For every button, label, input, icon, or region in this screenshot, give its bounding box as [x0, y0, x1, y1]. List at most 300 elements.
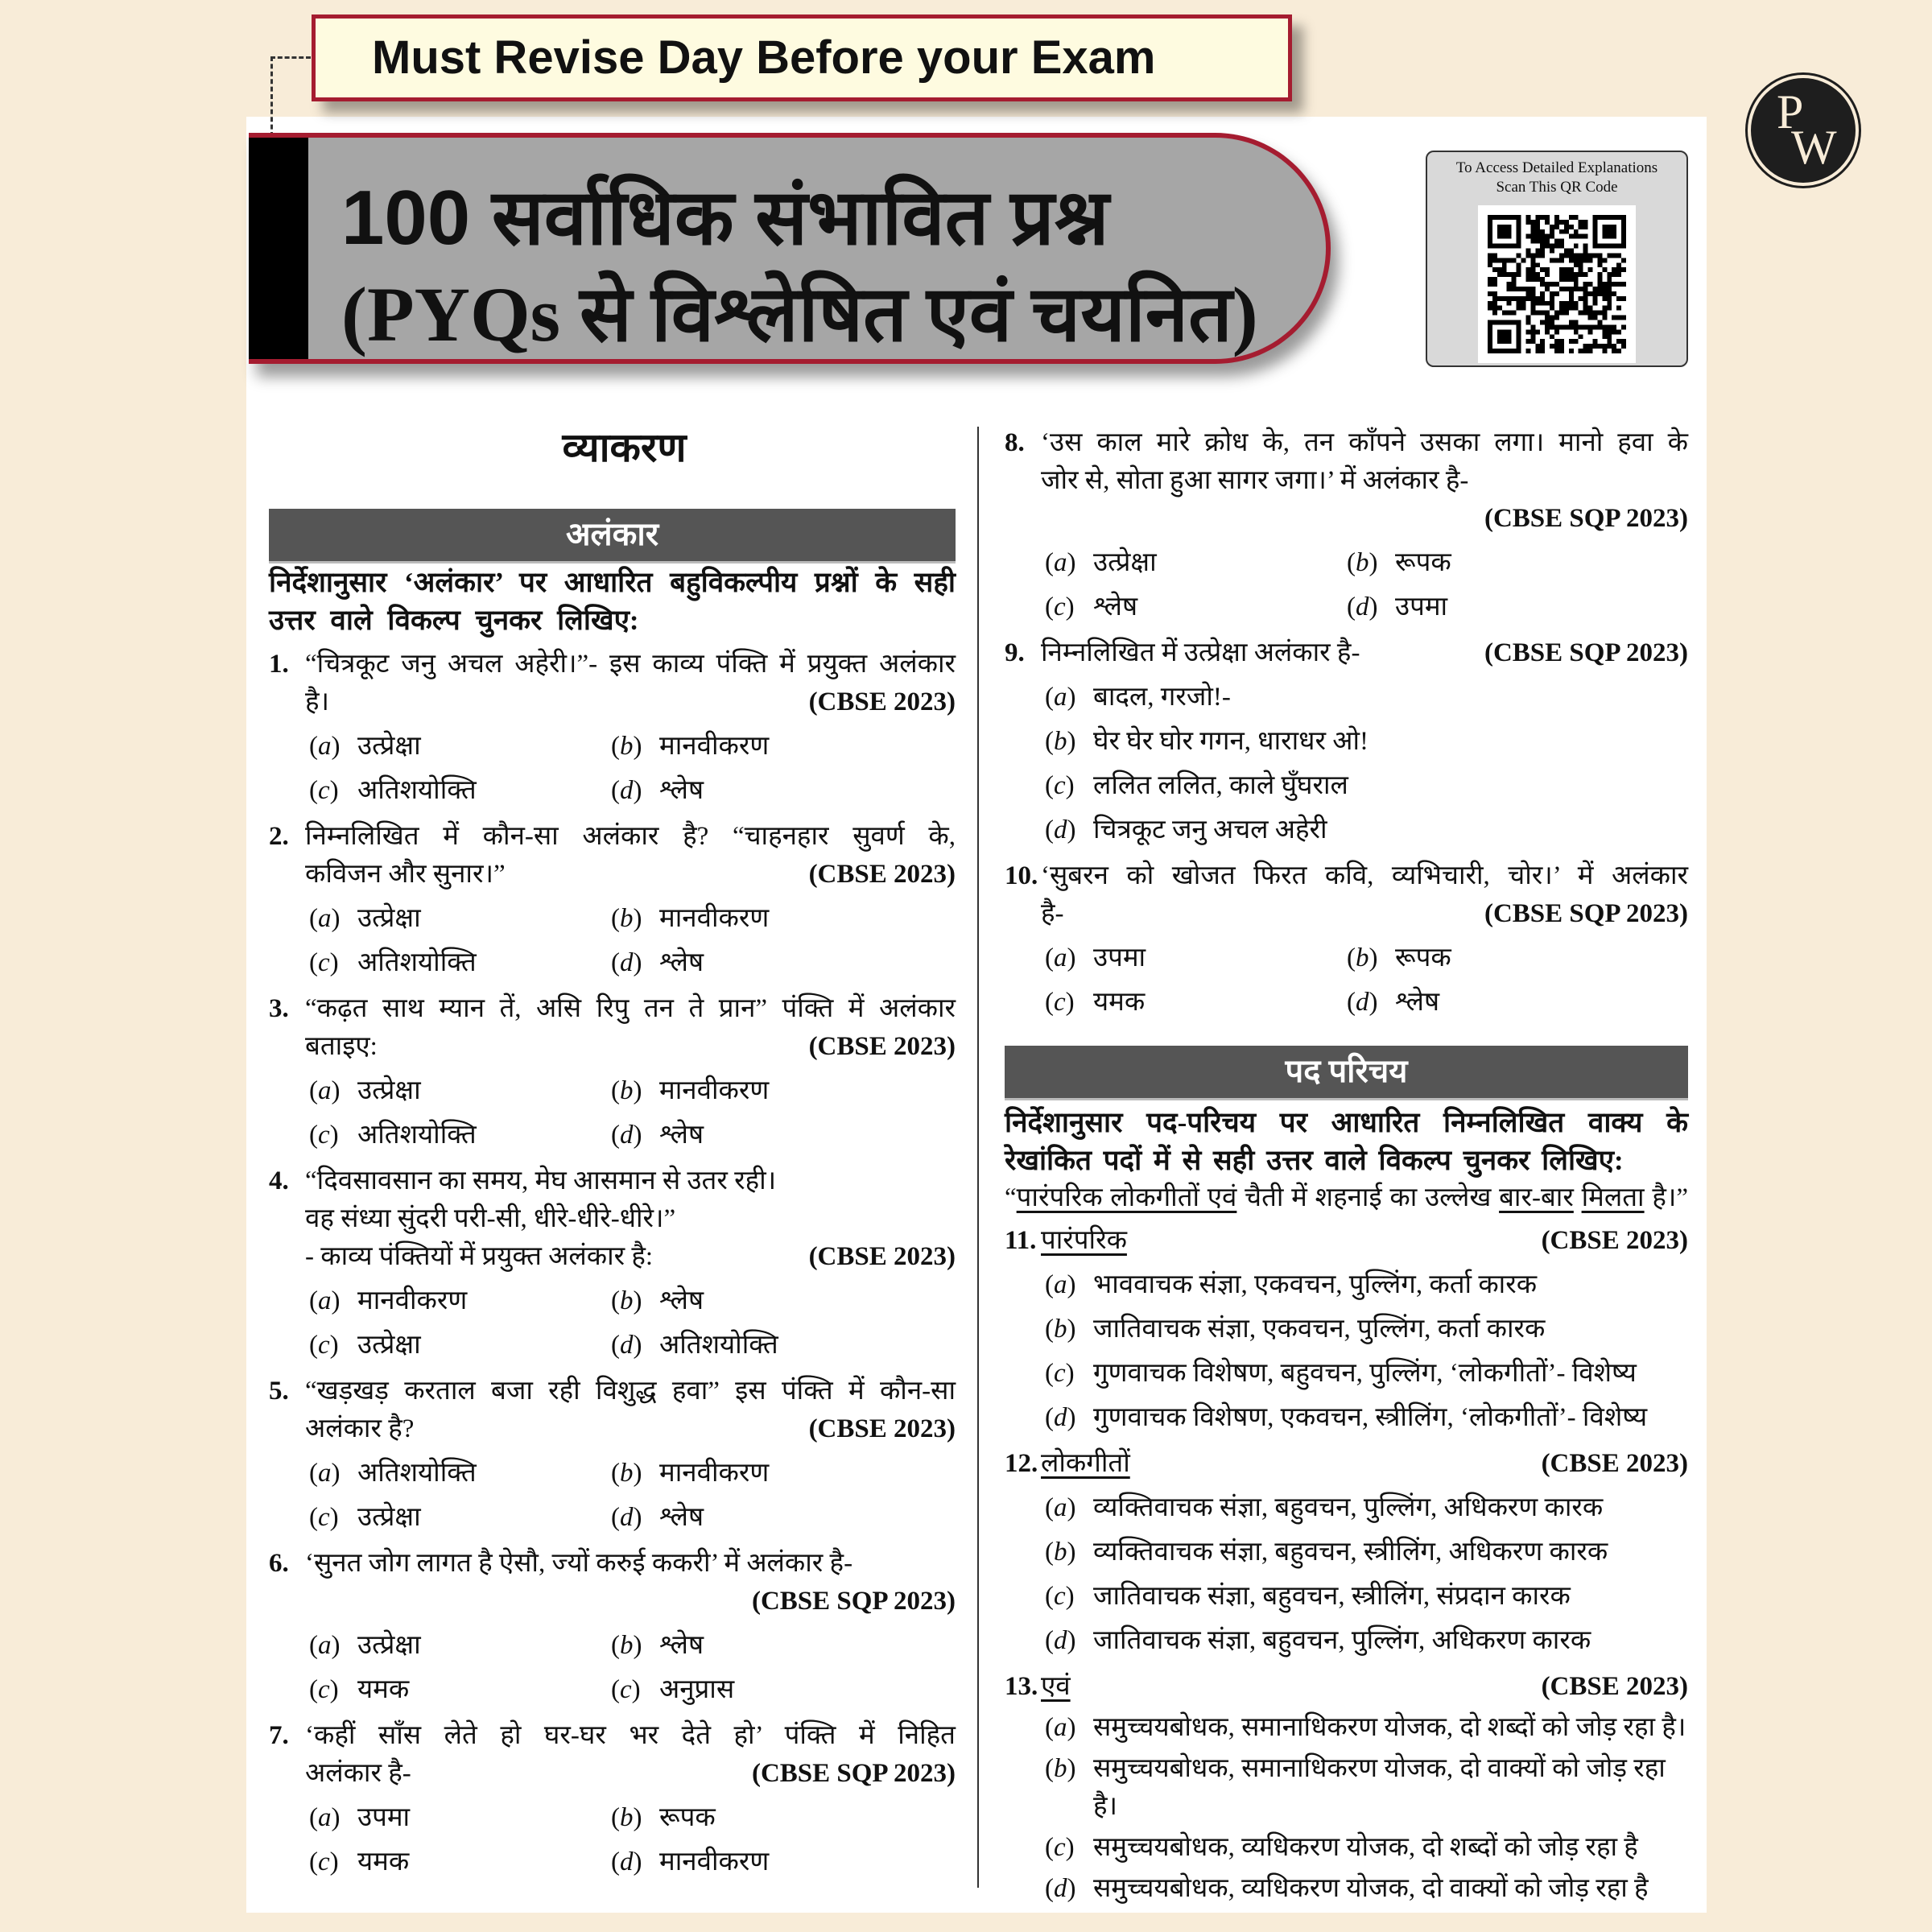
- option-letter: b: [1054, 1754, 1067, 1783]
- option-letter: d: [620, 1121, 634, 1150]
- option-text: अनुप्रास: [659, 1675, 735, 1704]
- question-stem: [269, 1545, 956, 1620]
- question-stem: [269, 646, 956, 721]
- question-text: [305, 1373, 956, 1448]
- option-letter: a: [318, 1631, 332, 1660]
- option-label: (c): [1045, 1833, 1075, 1862]
- question-number: 8.: [1005, 428, 1025, 457]
- option-letter: c: [1054, 592, 1066, 621]
- option-a[interactable]: [309, 1279, 611, 1323]
- option-b[interactable]: [611, 1279, 956, 1323]
- option-a[interactable]: [309, 1451, 611, 1496]
- option-letter: c: [318, 1503, 330, 1532]
- option-label: (a): [309, 1076, 341, 1105]
- question-stem: [1005, 634, 1688, 672]
- option-text: जातिवाचक संज्ञा, बहुवचन, पुल्लिंग, अधिकरण कारक: [1093, 1626, 1591, 1655]
- option-list: [269, 1279, 956, 1368]
- question-number: 7.: [269, 1721, 289, 1750]
- option-label: (b): [611, 1459, 642, 1488]
- option-a[interactable]: [1045, 1486, 1688, 1530]
- option-letter: c: [1054, 1582, 1066, 1611]
- question-number: 6.: [269, 1549, 289, 1578]
- source-tag: (CBSE 2023): [808, 1032, 956, 1061]
- option-list: [269, 1069, 956, 1158]
- option-c[interactable]: [1045, 980, 1347, 1025]
- question-stem: [1005, 1668, 1688, 1706]
- question: [1005, 1668, 1688, 1911]
- option-text: यमक: [357, 1675, 410, 1704]
- option-text: श्लेष: [1093, 592, 1138, 621]
- option-letter: d: [1356, 592, 1369, 621]
- instruction: [1005, 1104, 1688, 1179]
- option-letter: b: [620, 732, 634, 761]
- option-letter: b: [1054, 1315, 1067, 1344]
- option-label: (a): [309, 1631, 341, 1660]
- question-line: [305, 1410, 956, 1448]
- option-letter: a: [1054, 943, 1067, 972]
- option-a[interactable]: [309, 1069, 611, 1113]
- question-stem: [269, 818, 956, 894]
- option-text: उत्प्रेक्षा: [357, 1076, 421, 1105]
- option-b[interactable]: [1045, 1530, 1688, 1575]
- left-column: [269, 419, 956, 1885]
- question-line: [305, 683, 956, 721]
- option-b[interactable]: [1045, 1307, 1688, 1352]
- option-text: श्लेष: [659, 1286, 704, 1315]
- option-text: मानवीकरण: [659, 732, 770, 761]
- option-text: ललित ललित, काले घुँघराल: [1093, 771, 1348, 800]
- question: [269, 818, 956, 985]
- option-text: श्लेष: [659, 1631, 704, 1660]
- question-line: [305, 856, 956, 894]
- option-label: (b): [1347, 548, 1378, 577]
- instruction-line: उत्तर वाले विकल्प चुनकर लिखिए:: [269, 605, 639, 636]
- question-line: [1041, 1668, 1688, 1706]
- qr-caption-1: To Access Detailed Explanations: [1455, 159, 1658, 176]
- question-line: जोर से, सोता हुआ सागर जगा।’ में अलंकार है-: [1041, 466, 1469, 495]
- option-d[interactable]: [611, 1496, 956, 1540]
- dashed-connector: [270, 56, 311, 137]
- option-letter: a: [318, 732, 332, 761]
- option-label: (c): [1045, 1359, 1075, 1388]
- option-label: (b): [611, 1631, 642, 1660]
- question-number: 11.: [1005, 1226, 1037, 1255]
- option-list: [269, 1624, 956, 1712]
- question-text: [305, 818, 956, 894]
- option-text: अतिशयोक्ति: [357, 948, 477, 977]
- question-line: [1041, 634, 1688, 672]
- column-divider: [977, 427, 979, 1888]
- question-line: “खड़खड़ करताल बजा रही विशुद्ध हवा” इस पंक्ति में कौन-सा: [305, 1377, 956, 1406]
- option-c[interactable]: [309, 1323, 611, 1368]
- option-text: मानवीकरण: [659, 1847, 770, 1876]
- question: [269, 1373, 956, 1540]
- question-line-text: अलंकार है-: [305, 1759, 411, 1788]
- option-d[interactable]: [1045, 1619, 1688, 1663]
- option-d[interactable]: [1045, 1396, 1688, 1440]
- option-list: [1005, 936, 1688, 1025]
- option-letter: b: [620, 1459, 634, 1488]
- qr-caption-2: Scan This QR Code: [1496, 179, 1618, 196]
- option-label: (d): [1347, 988, 1378, 1017]
- option-c[interactable]: [1045, 1829, 1688, 1867]
- question-number: 10.: [1005, 861, 1038, 890]
- option-label: (d): [1045, 1626, 1076, 1655]
- option-label: (a): [1045, 1713, 1076, 1742]
- option-a[interactable]: [1045, 541, 1347, 585]
- question-stem: [1005, 424, 1688, 538]
- option-label: (c): [1045, 988, 1075, 1017]
- option-label: (c): [1045, 592, 1075, 621]
- option-d[interactable]: [611, 1113, 956, 1158]
- option-letter: a: [318, 904, 332, 933]
- qr-code[interactable]: [1478, 205, 1636, 363]
- question-line: ‘सुनत जोग लागत है ऐसौ, ज्यों करुई ककरी’ में अलंकार है-: [305, 1549, 853, 1578]
- option-b[interactable]: [1347, 936, 1688, 980]
- underlined-phrase: पारंपरिक लोकगीतों एवं: [1016, 1183, 1237, 1212]
- option-label: (b): [611, 732, 642, 761]
- option-text: मानवीकरण: [659, 1459, 770, 1488]
- option-letter: b: [620, 904, 634, 933]
- source-tag: (CBSE SQP 2023): [751, 1587, 956, 1616]
- option-c[interactable]: [1045, 1575, 1688, 1619]
- source-tag: (CBSE SQP 2023): [1484, 638, 1688, 667]
- question-line: [1041, 1222, 1688, 1260]
- option-b[interactable]: [611, 724, 956, 769]
- option-c[interactable]: [309, 769, 611, 813]
- option-text: बादल, गरजो!-: [1093, 683, 1231, 712]
- question: [1005, 1222, 1688, 1440]
- option-label: (d): [611, 1121, 642, 1150]
- option-text: रूपक: [1395, 943, 1451, 972]
- option-c[interactable]: [309, 941, 611, 985]
- question-text: [1041, 1222, 1688, 1260]
- option-text: उत्प्रेक्षा: [357, 1631, 421, 1660]
- option-text: चित्रकूट जनु अचल अहेरी: [1093, 815, 1327, 844]
- option-d[interactable]: [1347, 980, 1688, 1025]
- instruction-line: निर्देशानुसार पद-परिचय पर आधारित निम्नलिखित वाक्य के: [1005, 1107, 1688, 1138]
- question-text: [305, 1162, 956, 1276]
- option-label: (d): [1347, 592, 1378, 621]
- option-label: (d): [1045, 1874, 1076, 1903]
- question-stem: [269, 1717, 956, 1793]
- source-tag: (CBSE 2023): [1541, 1226, 1688, 1255]
- option-text: मानवीकरण: [659, 904, 770, 933]
- option-d[interactable]: [611, 769, 956, 813]
- question-line: ‘उस काल मारे क्रोध के, तन काँपने उसका लगा। मानो हवा के: [1041, 428, 1688, 457]
- option-list: [1005, 675, 1688, 852]
- option-letter: b: [1356, 548, 1369, 577]
- sentence-text: है।”: [1644, 1183, 1689, 1212]
- option-label: (d): [611, 948, 642, 977]
- option-c[interactable]: [1045, 585, 1347, 630]
- option-letter: c: [1054, 771, 1066, 800]
- option-c[interactable]: [309, 1496, 611, 1540]
- option-letter: d: [620, 1331, 634, 1360]
- option-c[interactable]: [309, 1840, 611, 1885]
- option-label: (d): [1045, 815, 1076, 844]
- question-stem: [269, 1373, 956, 1448]
- option-b[interactable]: [1045, 1750, 1688, 1826]
- option-letter: d: [620, 948, 634, 977]
- option-letter: d: [1356, 988, 1369, 1017]
- option-text: मानवीकरण: [659, 1076, 770, 1105]
- question-text: [1041, 1445, 1688, 1483]
- option-b[interactable]: [611, 1451, 956, 1496]
- option-letter: b: [620, 1631, 634, 1660]
- option-text: समुच्चयबोधक, व्यधिकरण योजक, दो शब्दों को जोड़ रहा है: [1093, 1833, 1638, 1862]
- option-label: (a): [309, 1803, 341, 1832]
- source-tag: (CBSE SQP 2023): [1484, 504, 1688, 533]
- title-accent-bar: [249, 138, 308, 359]
- option-text: उत्प्रेक्षा: [357, 904, 421, 933]
- option-text: अतिशयोक्ति: [357, 1121, 477, 1150]
- question-number: 3.: [269, 994, 289, 1023]
- question: [269, 990, 956, 1158]
- option-letter: c: [620, 1675, 632, 1704]
- option-label: (c): [309, 1503, 339, 1532]
- option-d[interactable]: [611, 1323, 956, 1368]
- question-number: 1.: [269, 650, 289, 679]
- option-letter: d: [620, 1847, 634, 1876]
- question-line: [1041, 895, 1688, 933]
- question-stem: [1005, 1445, 1688, 1483]
- option-letter: b: [1356, 943, 1369, 972]
- option-text: समुच्चयबोधक, समानाधिकरण योजक, दो शब्दों को जोड़ रहा है।: [1093, 1713, 1686, 1742]
- option-c[interactable]: [1045, 764, 1688, 808]
- option-letter: a: [318, 1459, 332, 1488]
- option-text: अतिशयोक्ति: [659, 1331, 778, 1360]
- option-text: उपमा: [357, 1803, 411, 1832]
- option-list: [1005, 541, 1688, 630]
- option-letter: d: [620, 776, 634, 805]
- example-sentence: [1005, 1179, 1688, 1217]
- option-letter: d: [1054, 1403, 1067, 1432]
- question-text: [1041, 857, 1688, 933]
- option-letter: c: [1054, 1833, 1066, 1862]
- source-tag: (CBSE 2023): [808, 1414, 956, 1443]
- option-label: (a): [1045, 683, 1076, 712]
- option-letter: a: [318, 1076, 332, 1105]
- option-a[interactable]: [1045, 1263, 1688, 1307]
- option-list: [1005, 1263, 1688, 1440]
- question-text: [305, 646, 956, 721]
- option-letter: a: [1054, 683, 1067, 712]
- option-letter: b: [620, 1286, 634, 1315]
- option-text: रूपक: [1395, 548, 1451, 577]
- section-heading: व्याकरण: [562, 425, 687, 470]
- underlined-phrase: मिलता: [1581, 1183, 1645, 1212]
- option-label: (d): [611, 1503, 642, 1532]
- logo-letter-w: W: [1791, 121, 1837, 174]
- question-line-text: है।: [305, 687, 330, 716]
- title-line-1: 100 सर्वाधिक संभावित प्रश्न: [341, 175, 1109, 261]
- option-letter: b: [1054, 1538, 1067, 1567]
- option-label: (a): [309, 732, 341, 761]
- option-label: (b): [1045, 727, 1076, 756]
- option-list: [269, 1796, 956, 1885]
- option-text: उत्प्रेक्षा: [357, 732, 421, 761]
- question-stem: [269, 1162, 956, 1276]
- option-letter: a: [1054, 1270, 1067, 1299]
- option-a[interactable]: [1045, 1709, 1688, 1747]
- option-label: (c): [309, 776, 339, 805]
- instruction: [269, 564, 956, 639]
- option-letter: c: [318, 948, 330, 977]
- option-text: व्यक्तिवाचक संज्ञा, बहुवचन, स्त्रीलिंग, अधिकरण कारक: [1093, 1538, 1608, 1567]
- question-line: निम्नलिखित में कौन-सा अलंकार है? “चाहनहार सुवर्ण के,: [305, 822, 956, 851]
- option-text: जातिवाचक संज्ञा, बहुवचन, स्त्रीलिंग, संप्रदान कारक: [1093, 1582, 1571, 1611]
- option-b[interactable]: [611, 897, 956, 941]
- question-list: [1005, 1222, 1688, 1911]
- option-c[interactable]: [309, 1113, 611, 1158]
- question-text: [1041, 634, 1688, 672]
- question-line: [305, 1238, 956, 1276]
- question: [1005, 424, 1688, 630]
- option-text: उत्प्रेक्षा: [1093, 548, 1157, 577]
- option-c[interactable]: [1045, 1352, 1688, 1396]
- question-line-text: है-: [1041, 899, 1064, 928]
- option-text: समुच्चयबोधक, समानाधिकरण योजक, दो वाक्यों को जोड़ रहा है।: [1093, 1754, 1666, 1821]
- option-a[interactable]: [1045, 936, 1347, 980]
- question-stem: [269, 990, 956, 1066]
- option-c[interactable]: [309, 1668, 611, 1712]
- question: [1005, 634, 1688, 852]
- option-d[interactable]: [1347, 585, 1688, 630]
- sentence-text: “: [1005, 1183, 1017, 1212]
- option-label: (c): [611, 1675, 641, 1704]
- option-a[interactable]: [309, 897, 611, 941]
- title-block: [249, 133, 1331, 364]
- option-letter: c: [1054, 988, 1066, 1017]
- option-text: अतिशयोक्ति: [357, 1459, 477, 1488]
- option-letter: c: [318, 776, 330, 805]
- option-label: (b): [611, 1803, 642, 1832]
- option-text: श्लेष: [659, 948, 704, 977]
- underlined-word: एवं: [1041, 1672, 1071, 1701]
- option-label: (a): [309, 1286, 341, 1315]
- option-label: (d): [611, 1847, 642, 1876]
- option-label: (b): [1045, 1538, 1076, 1567]
- question-line-text: अलंकार है?: [305, 1414, 415, 1443]
- option-b[interactable]: [611, 1624, 956, 1668]
- option-a[interactable]: [309, 724, 611, 769]
- option-label: (c): [309, 948, 339, 977]
- pw-logo: [1748, 75, 1859, 186]
- option-text: जातिवाचक संज्ञा, एकवचन, पुल्लिंग, कर्ता कारक: [1093, 1315, 1546, 1344]
- option-label: (b): [611, 1076, 642, 1105]
- option-label: (a): [309, 1459, 341, 1488]
- option-a[interactable]: [1045, 675, 1688, 720]
- option-label: (c): [1045, 1582, 1075, 1611]
- option-list: [1005, 1709, 1688, 1911]
- option-b[interactable]: [611, 1069, 956, 1113]
- sentence-text: [1574, 1183, 1582, 1212]
- subsection-bar-pad-parichay: पद परिचय: [1005, 1046, 1688, 1100]
- question-line: ‘कहीं साँस लेते हो घर-घर भर देते हो’ पंक्ति में निहित: [305, 1721, 956, 1750]
- option-label: (a): [1045, 1270, 1076, 1299]
- title-line-2: (PYQs से विश्लेषित एवं चयनित): [341, 271, 1258, 357]
- question-number: 4.: [269, 1166, 289, 1195]
- option-label: (b): [611, 904, 642, 933]
- option-a[interactable]: [309, 1624, 611, 1668]
- question-list: [269, 646, 956, 1885]
- question-line: वह संध्या सुंदरी परी-सी, धीरे-धीरे-धीरे।”: [305, 1204, 676, 1233]
- option-letter: b: [620, 1076, 634, 1105]
- option-letter: c: [318, 1121, 330, 1150]
- question-line: [1041, 1445, 1688, 1483]
- option-text: श्लेष: [659, 1503, 704, 1532]
- question-stem: [1005, 857, 1688, 933]
- option-list: [269, 724, 956, 813]
- sentence-text: चैती में शहनाई का उल्लेख: [1236, 1183, 1500, 1212]
- option-text: यमक: [1093, 988, 1146, 1017]
- question-number: 2.: [269, 822, 289, 851]
- option-list: [269, 897, 956, 985]
- option-d[interactable]: [611, 1840, 956, 1885]
- question-number: 13.: [1005, 1672, 1038, 1701]
- option-text: समुच्चयबोधक, व्यधिकरण योजक, दो वाक्यों को जोड़ रहा है: [1093, 1874, 1649, 1903]
- question-line: [305, 1028, 956, 1066]
- question: [269, 1717, 956, 1885]
- underlined-word: पारंपरिक: [1041, 1226, 1127, 1255]
- option-c[interactable]: [611, 1668, 956, 1712]
- option-a[interactable]: [309, 1796, 611, 1840]
- question-line: ‘सुबरन को खोजत फिरत कवि, व्यभिचारी, चोर।’ में अलंकार: [1041, 861, 1688, 890]
- question-text: [305, 1717, 956, 1793]
- option-letter: b: [620, 1803, 634, 1832]
- option-letter: a: [318, 1803, 332, 1832]
- option-list: [1005, 1486, 1688, 1663]
- option-d[interactable]: [1045, 1870, 1688, 1908]
- option-d[interactable]: [1045, 808, 1688, 852]
- option-label: (a): [1045, 943, 1076, 972]
- option-label: (a): [309, 904, 341, 933]
- option-letter: d: [620, 1503, 634, 1532]
- source-tag: (CBSE 2023): [808, 1242, 956, 1271]
- option-label: (c): [1045, 771, 1075, 800]
- option-text: उत्प्रेक्षा: [357, 1331, 421, 1360]
- question: [269, 1545, 956, 1712]
- option-letter: a: [1054, 1493, 1067, 1522]
- option-text: गुणवाचक विशेषण, बहुवचन, पुल्लिंग, ‘लोकगीतों’- विशेष्य: [1093, 1359, 1637, 1388]
- option-letter: a: [318, 1286, 332, 1315]
- instruction-line: निर्देशानुसार ‘अलंकार’ पर आधारित बहुविकल्पीय प्रश्नों के सही: [269, 567, 956, 598]
- option-letter: c: [318, 1847, 330, 1876]
- question-text: [305, 990, 956, 1066]
- option-text: उत्प्रेक्षा: [357, 1503, 421, 1532]
- source-tag: (CBSE 2023): [808, 687, 956, 716]
- question-line: [305, 1755, 956, 1793]
- question-stem: [1005, 1222, 1688, 1260]
- option-label: (c): [309, 1121, 339, 1150]
- option-label: (a): [1045, 548, 1076, 577]
- subsection-bar-alankar: अलंकार: [269, 509, 956, 564]
- instruction-line: रेखांकित पदों में से सही उत्तर वाले विकल्प चुनकर लिखिए:: [1005, 1145, 1624, 1176]
- option-label: (b): [1045, 1315, 1076, 1344]
- question-text: [1041, 1668, 1688, 1706]
- question-line: “दिवसावसान का समय, मेघ आसमान से उतर रही।: [305, 1166, 777, 1195]
- option-letter: d: [1054, 1626, 1067, 1655]
- option-letter: c: [318, 1331, 330, 1360]
- option-label: (d): [611, 1331, 642, 1360]
- option-b[interactable]: [611, 1796, 956, 1840]
- question-line: “चित्रकूट जनु अचल अहेरी।”- इस काव्य पंक्ति में प्रयुक्त अलंकार: [305, 650, 956, 679]
- question-line-text: - काव्य पंक्तियों में प्रयुक्त अलंकार है:: [305, 1242, 654, 1271]
- option-d[interactable]: [611, 941, 956, 985]
- option-b[interactable]: [1347, 541, 1688, 585]
- option-b[interactable]: [1045, 720, 1688, 764]
